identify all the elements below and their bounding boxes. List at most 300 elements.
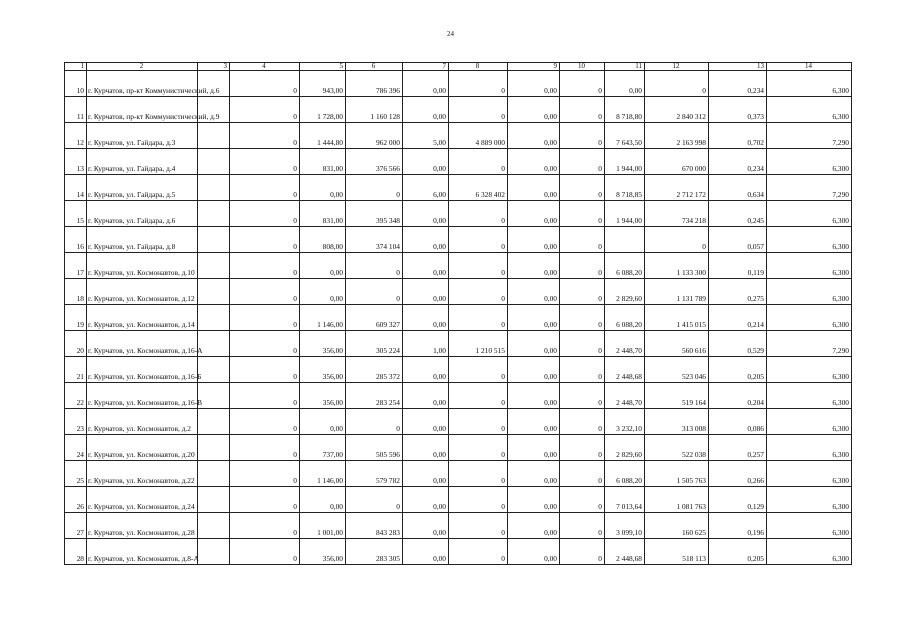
col8-cell: 0 — [449, 97, 508, 123]
col11-cell: 7 643,50 — [605, 123, 645, 149]
col8-cell: 6 328 402 — [449, 175, 508, 201]
col8-cell: 0 — [449, 513, 508, 539]
col5-cell: 831,00 — [300, 149, 346, 175]
col7-cell: 1,00 — [403, 331, 449, 357]
table-row — [65, 461, 852, 487]
row-number-cell: 11 — [65, 97, 87, 123]
row-number-cell: 26 — [65, 487, 87, 513]
col5-cell: 943,00 — [300, 71, 346, 97]
row-number-cell: 27 — [65, 513, 87, 539]
col4-cell: 0 — [230, 175, 300, 201]
col6-cell: 283 305 — [346, 539, 403, 565]
table-row — [65, 149, 852, 175]
col9-cell: 0,00 — [508, 253, 560, 279]
table-row — [65, 201, 852, 227]
table-row — [65, 175, 852, 201]
col9-cell: 0,00 — [508, 149, 560, 175]
header-cell: 7 — [403, 63, 449, 71]
col9-cell: 0,00 — [508, 175, 560, 201]
row-number-cell: 23 — [65, 409, 87, 435]
col10-cell: 0 — [560, 487, 605, 513]
col12-cell: 734 218 — [645, 201, 709, 227]
table-row — [65, 123, 852, 149]
col6-cell: 1 160 128 — [346, 97, 403, 123]
col10-cell: 0 — [560, 539, 605, 565]
col5-cell: 1 728,00 — [300, 97, 346, 123]
col7-cell: 0,00 — [403, 279, 449, 305]
col10-cell: 0 — [560, 461, 605, 487]
col9-cell: 0,00 — [508, 461, 560, 487]
col14-cell: 6,300 — [767, 201, 852, 227]
col3-cell — [198, 409, 230, 435]
col5-cell: 1 146,00 — [300, 305, 346, 331]
col3-cell — [198, 383, 230, 409]
col14-cell: 6,300 — [767, 253, 852, 279]
col9-cell: 0,00 — [508, 383, 560, 409]
address-cell: г. Курчатов, ул. Космонавтов, д.24 — [87, 487, 198, 513]
col7-cell: 0,00 — [403, 227, 449, 253]
address-cell: г. Курчатов, ул. Космонавтов, д.16-Б — [87, 357, 198, 383]
table-row — [65, 305, 852, 331]
col12-cell: 2 163 998 — [645, 123, 709, 149]
col8-cell: 0 — [449, 357, 508, 383]
col7-cell: 0,00 — [403, 201, 449, 227]
col8-cell: 0 — [449, 539, 508, 565]
col7-cell: 0,00 — [403, 409, 449, 435]
row-number-cell: 15 — [65, 201, 87, 227]
address-cell: г. Курчатов, ул. Гайдара, д.8 — [87, 227, 198, 253]
row-number-cell: 16 — [65, 227, 87, 253]
col8-cell: 0 — [449, 461, 508, 487]
col13-cell: 0,266 — [709, 461, 767, 487]
col6-cell: 285 372 — [346, 357, 403, 383]
col3-cell — [198, 461, 230, 487]
col11-cell: 2 448,70 — [605, 331, 645, 357]
address-cell: г. Курчатов, ул. Гайдара, д.3 — [87, 123, 198, 149]
header-cell: 14 — [767, 63, 852, 71]
col8-cell: 0 — [449, 409, 508, 435]
col11-cell: 2 448,68 — [605, 357, 645, 383]
col10-cell: 0 — [560, 71, 605, 97]
row-number-cell: 14 — [65, 175, 87, 201]
address-cell: г. Курчатов, ул. Космонавтов, д.10 — [87, 253, 198, 279]
col8-cell: 0 — [449, 487, 508, 513]
address-cell: г. Курчатов, ул. Космонавтов, д.16-А — [87, 331, 198, 357]
row-number-cell: 22 — [65, 383, 87, 409]
header-cell: 2 — [87, 63, 198, 71]
col13-cell: 0,214 — [709, 305, 767, 331]
col11-cell — [605, 227, 645, 253]
col13-cell: 0,257 — [709, 435, 767, 461]
col8-cell: 0 — [449, 279, 508, 305]
col4-cell: 0 — [230, 487, 300, 513]
col4-cell: 0 — [230, 539, 300, 565]
col9-cell: 0,00 — [508, 305, 560, 331]
col5-cell: 808,00 — [300, 227, 346, 253]
row-number-cell: 17 — [65, 253, 87, 279]
col10-cell: 0 — [560, 123, 605, 149]
col13-cell: 0,205 — [709, 357, 767, 383]
col4-cell: 0 — [230, 357, 300, 383]
col10-cell: 0 — [560, 357, 605, 383]
col13-cell: 0,205 — [709, 539, 767, 565]
col11-cell: 3 232,10 — [605, 409, 645, 435]
col6-cell: 0 — [346, 175, 403, 201]
col6-cell: 505 596 — [346, 435, 403, 461]
col11-cell: 0,00 — [605, 71, 645, 97]
row-number-cell: 24 — [65, 435, 87, 461]
col12-cell: 1 081 763 — [645, 487, 709, 513]
col7-cell: 0,00 — [403, 487, 449, 513]
table-row — [65, 253, 852, 279]
col6-cell: 374 104 — [346, 227, 403, 253]
col10-cell: 0 — [560, 331, 605, 357]
table-row — [65, 539, 852, 565]
address-cell: г. Курчатов, ул. Гайдара, д.4 — [87, 149, 198, 175]
col13-cell: 0,234 — [709, 71, 767, 97]
col14-cell: 6,300 — [767, 461, 852, 487]
col5-cell: 0,00 — [300, 175, 346, 201]
address-cell: г. Курчатов, ул. Гайдара, д.5 — [87, 175, 198, 201]
table-row — [65, 71, 852, 97]
col8-cell: 0 — [449, 435, 508, 461]
col3-cell — [198, 227, 230, 253]
table-row — [65, 357, 852, 383]
table-row — [65, 227, 852, 253]
col6-cell: 0 — [346, 279, 403, 305]
col6-cell: 376 566 — [346, 149, 403, 175]
col4-cell: 0 — [230, 513, 300, 539]
col13-cell: 0,373 — [709, 97, 767, 123]
address-cell: г. Курчатов, пр-кт Коммунистический, д.6 — [87, 71, 198, 97]
col7-cell: 0,00 — [403, 539, 449, 565]
header-cell: 8 — [449, 63, 508, 71]
col10-cell: 0 — [560, 253, 605, 279]
col6-cell: 283 254 — [346, 383, 403, 409]
col10-cell: 0 — [560, 201, 605, 227]
table-row — [65, 409, 852, 435]
col5-cell: 737,00 — [300, 435, 346, 461]
col9-cell: 0,00 — [508, 357, 560, 383]
header-cell: 5 — [300, 63, 346, 71]
col8-cell: 0 — [449, 305, 508, 331]
col6-cell: 962 000 — [346, 123, 403, 149]
col14-cell: 6,300 — [767, 539, 852, 565]
col11-cell: 6 088,20 — [605, 461, 645, 487]
address-cell: г. Курчатов, пр-кт Коммунистический, д.9 — [87, 97, 198, 123]
col3-cell — [198, 175, 230, 201]
col11-cell: 2 829,60 — [605, 435, 645, 461]
col13-cell: 0,702 — [709, 123, 767, 149]
header-cell: 6 — [346, 63, 403, 71]
col3-cell — [198, 539, 230, 565]
col14-cell: 6,300 — [767, 513, 852, 539]
row-number-cell: 13 — [65, 149, 87, 175]
col10-cell: 0 — [560, 409, 605, 435]
col14-cell: 6,300 — [767, 305, 852, 331]
table-row — [65, 279, 852, 305]
col4-cell: 0 — [230, 97, 300, 123]
col12-cell: 160 625 — [645, 513, 709, 539]
address-cell: г. Курчатов, ул. Космонавтов, д.2 — [87, 409, 198, 435]
col7-cell: 0,00 — [403, 513, 449, 539]
col12-cell: 2 840 312 — [645, 97, 709, 123]
header-cell: 10 — [560, 63, 605, 71]
col12-cell: 519 164 — [645, 383, 709, 409]
col13-cell: 0,529 — [709, 331, 767, 357]
col11-cell: 1 944,00 — [605, 149, 645, 175]
col8-cell: 0 — [449, 71, 508, 97]
col8-cell: 0 — [449, 149, 508, 175]
col12-cell: 1 131 789 — [645, 279, 709, 305]
col13-cell: 0,086 — [709, 409, 767, 435]
col6-cell: 0 — [346, 409, 403, 435]
col9-cell: 0,00 — [508, 123, 560, 149]
col4-cell: 0 — [230, 305, 300, 331]
col3-cell — [198, 435, 230, 461]
header-cell: 4 — [230, 63, 300, 71]
col12-cell: 1 415 015 — [645, 305, 709, 331]
col4-cell: 0 — [230, 331, 300, 357]
col14-cell: 6,300 — [767, 383, 852, 409]
address-cell: г. Курчатов, ул. Гайдара, д.6 — [87, 201, 198, 227]
col9-cell: 0,00 — [508, 513, 560, 539]
row-number-cell: 19 — [65, 305, 87, 331]
page-number: 24 — [447, 30, 454, 38]
row-number-cell: 20 — [65, 331, 87, 357]
col14-cell: 6,300 — [767, 149, 852, 175]
col9-cell: 0,00 — [508, 227, 560, 253]
col12-cell: 518 113 — [645, 539, 709, 565]
col3-cell — [198, 513, 230, 539]
col6-cell: 579 782 — [346, 461, 403, 487]
col11-cell: 6 088,20 — [605, 305, 645, 331]
address-cell: г. Курчатов, ул. Космонавтов, д.22 — [87, 461, 198, 487]
row-number-cell: 21 — [65, 357, 87, 383]
col10-cell: 0 — [560, 305, 605, 331]
row-number-cell: 28 — [65, 539, 87, 565]
col14-cell: 7,290 — [767, 123, 852, 149]
col14-cell: 6,300 — [767, 279, 852, 305]
col10-cell: 0 — [560, 435, 605, 461]
col8-cell: 0 — [449, 201, 508, 227]
col13-cell: 0,119 — [709, 253, 767, 279]
col14-cell: 6,300 — [767, 97, 852, 123]
col14-cell: 6,300 — [767, 435, 852, 461]
col12-cell: 523 046 — [645, 357, 709, 383]
col11-cell: 3 099,10 — [605, 513, 645, 539]
col5-cell: 0,00 — [300, 279, 346, 305]
col3-cell — [198, 487, 230, 513]
col4-cell: 0 — [230, 149, 300, 175]
header-cell: 11 — [605, 63, 645, 71]
address-cell: г. Курчатов, ул. Космонавтов, д.8-А — [87, 539, 198, 565]
col8-cell: 0 — [449, 253, 508, 279]
col4-cell: 0 — [230, 279, 300, 305]
col8-cell: 0 — [449, 227, 508, 253]
col9-cell: 0,00 — [508, 487, 560, 513]
col4-cell: 0 — [230, 71, 300, 97]
col4-cell: 0 — [230, 253, 300, 279]
col13-cell: 0,057 — [709, 227, 767, 253]
table-row — [65, 331, 852, 357]
col12-cell: 1 133 300 — [645, 253, 709, 279]
row-number-cell: 12 — [65, 123, 87, 149]
col5-cell: 356,00 — [300, 331, 346, 357]
col5-cell: 1 444,80 — [300, 123, 346, 149]
col9-cell: 0,00 — [508, 539, 560, 565]
col13-cell: 0,129 — [709, 487, 767, 513]
col5-cell: 356,00 — [300, 357, 346, 383]
data-table — [64, 62, 852, 565]
col8-cell: 1 210 515 — [449, 331, 508, 357]
col4-cell: 0 — [230, 383, 300, 409]
col4-cell: 0 — [230, 227, 300, 253]
col6-cell: 395 348 — [346, 201, 403, 227]
col9-cell: 0,00 — [508, 71, 560, 97]
col10-cell: 0 — [560, 227, 605, 253]
col4-cell: 0 — [230, 435, 300, 461]
col13-cell: 0,275 — [709, 279, 767, 305]
row-number-cell: 18 — [65, 279, 87, 305]
col5-cell: 0,00 — [300, 487, 346, 513]
col5-cell: 1 001,00 — [300, 513, 346, 539]
col3-cell — [198, 253, 230, 279]
col5-cell: 0,00 — [300, 409, 346, 435]
col3-cell — [198, 279, 230, 305]
col4-cell: 0 — [230, 461, 300, 487]
col11-cell: 6 088,20 — [605, 253, 645, 279]
col10-cell: 0 — [560, 513, 605, 539]
col7-cell: 0,00 — [403, 305, 449, 331]
col6-cell: 305 224 — [346, 331, 403, 357]
col12-cell: 560 616 — [645, 331, 709, 357]
col14-cell: 6,300 — [767, 71, 852, 97]
col7-cell: 0,00 — [403, 253, 449, 279]
table-row — [65, 513, 852, 539]
col4-cell: 0 — [230, 123, 300, 149]
col14-cell: 6,300 — [767, 357, 852, 383]
col11-cell: 7 013,64 — [605, 487, 645, 513]
col6-cell: 786 396 — [346, 71, 403, 97]
col6-cell: 0 — [346, 487, 403, 513]
col6-cell: 843 283 — [346, 513, 403, 539]
col10-cell: 0 — [560, 149, 605, 175]
col6-cell: 609 327 — [346, 305, 403, 331]
header-row — [65, 63, 852, 71]
col12-cell: 313 008 — [645, 409, 709, 435]
header-cell: 9 — [508, 63, 560, 71]
col11-cell: 8 718,80 — [605, 97, 645, 123]
address-cell: г. Курчатов, ул. Космонавтов, д.14 — [87, 305, 198, 331]
table-row — [65, 487, 852, 513]
col10-cell: 0 — [560, 97, 605, 123]
col10-cell: 0 — [560, 383, 605, 409]
col3-cell — [198, 305, 230, 331]
col11-cell: 2 829,60 — [605, 279, 645, 305]
col10-cell: 0 — [560, 279, 605, 305]
header-cell: 3 — [198, 63, 230, 71]
col12-cell: 522 038 — [645, 435, 709, 461]
header-cell: 12 — [645, 63, 709, 71]
col7-cell: 0,00 — [403, 383, 449, 409]
row-number-cell: 10 — [65, 71, 87, 97]
col3-cell — [198, 123, 230, 149]
address-cell: г. Курчатов, ул. Космонавтов, д.28 — [87, 513, 198, 539]
col3-cell — [198, 357, 230, 383]
col5-cell: 0,00 — [300, 253, 346, 279]
col7-cell: 0,00 — [403, 357, 449, 383]
col13-cell: 0,234 — [709, 149, 767, 175]
address-cell: г. Курчатов, ул. Космонавтов, д.20 — [87, 435, 198, 461]
col9-cell: 0,00 — [508, 97, 560, 123]
header-cell: 13 — [709, 63, 767, 71]
col4-cell: 0 — [230, 201, 300, 227]
col3-cell — [198, 201, 230, 227]
col7-cell: 0,00 — [403, 97, 449, 123]
table-row — [65, 97, 852, 123]
col11-cell: 2 448,68 — [605, 539, 645, 565]
col8-cell: 4 889 000 — [449, 123, 508, 149]
col4-cell: 0 — [230, 409, 300, 435]
table-body — [65, 63, 852, 565]
col7-cell: 0,00 — [403, 435, 449, 461]
col14-cell: 6,300 — [767, 227, 852, 253]
col9-cell: 0,00 — [508, 409, 560, 435]
col11-cell: 1 944,00 — [605, 201, 645, 227]
col12-cell: 0 — [645, 227, 709, 253]
table-row — [65, 383, 852, 409]
col13-cell: 0,204 — [709, 383, 767, 409]
col5-cell: 356,00 — [300, 383, 346, 409]
col14-cell: 7,290 — [767, 175, 852, 201]
col5-cell: 1 146,00 — [300, 461, 346, 487]
header-cell: 1 — [65, 63, 87, 71]
col7-cell: 5,00 — [403, 123, 449, 149]
col9-cell: 0,00 — [508, 279, 560, 305]
row-number-cell: 25 — [65, 461, 87, 487]
col11-cell: 2 448,70 — [605, 383, 645, 409]
col12-cell: 2 712 172 — [645, 175, 709, 201]
address-cell: г. Курчатов, ул. Космонавтов, д.12 — [87, 279, 198, 305]
col8-cell: 0 — [449, 383, 508, 409]
col3-cell — [198, 149, 230, 175]
table-row — [65, 435, 852, 461]
col14-cell: 6,300 — [767, 487, 852, 513]
col9-cell: 0,00 — [508, 435, 560, 461]
col7-cell: 0,00 — [403, 461, 449, 487]
address-cell: г. Курчатов, ул. Космонавтов, д.16-В — [87, 383, 198, 409]
col14-cell: 6,300 — [767, 409, 852, 435]
col7-cell: 0,00 — [403, 149, 449, 175]
col9-cell: 0,00 — [508, 201, 560, 227]
col6-cell: 0 — [346, 253, 403, 279]
col12-cell: 0 — [645, 71, 709, 97]
col12-cell: 1 505 763 — [645, 461, 709, 487]
col10-cell: 0 — [560, 175, 605, 201]
col11-cell: 8 718,85 — [605, 175, 645, 201]
col12-cell: 670 000 — [645, 149, 709, 175]
col13-cell: 0,245 — [709, 201, 767, 227]
col13-cell: 0,634 — [709, 175, 767, 201]
col14-cell: 7,290 — [767, 331, 852, 357]
col7-cell: 0,00 — [403, 71, 449, 97]
col9-cell: 0,00 — [508, 331, 560, 357]
col5-cell: 356,00 — [300, 539, 346, 565]
col7-cell: 6,00 — [403, 175, 449, 201]
col13-cell: 0,196 — [709, 513, 767, 539]
col5-cell: 831,00 — [300, 201, 346, 227]
